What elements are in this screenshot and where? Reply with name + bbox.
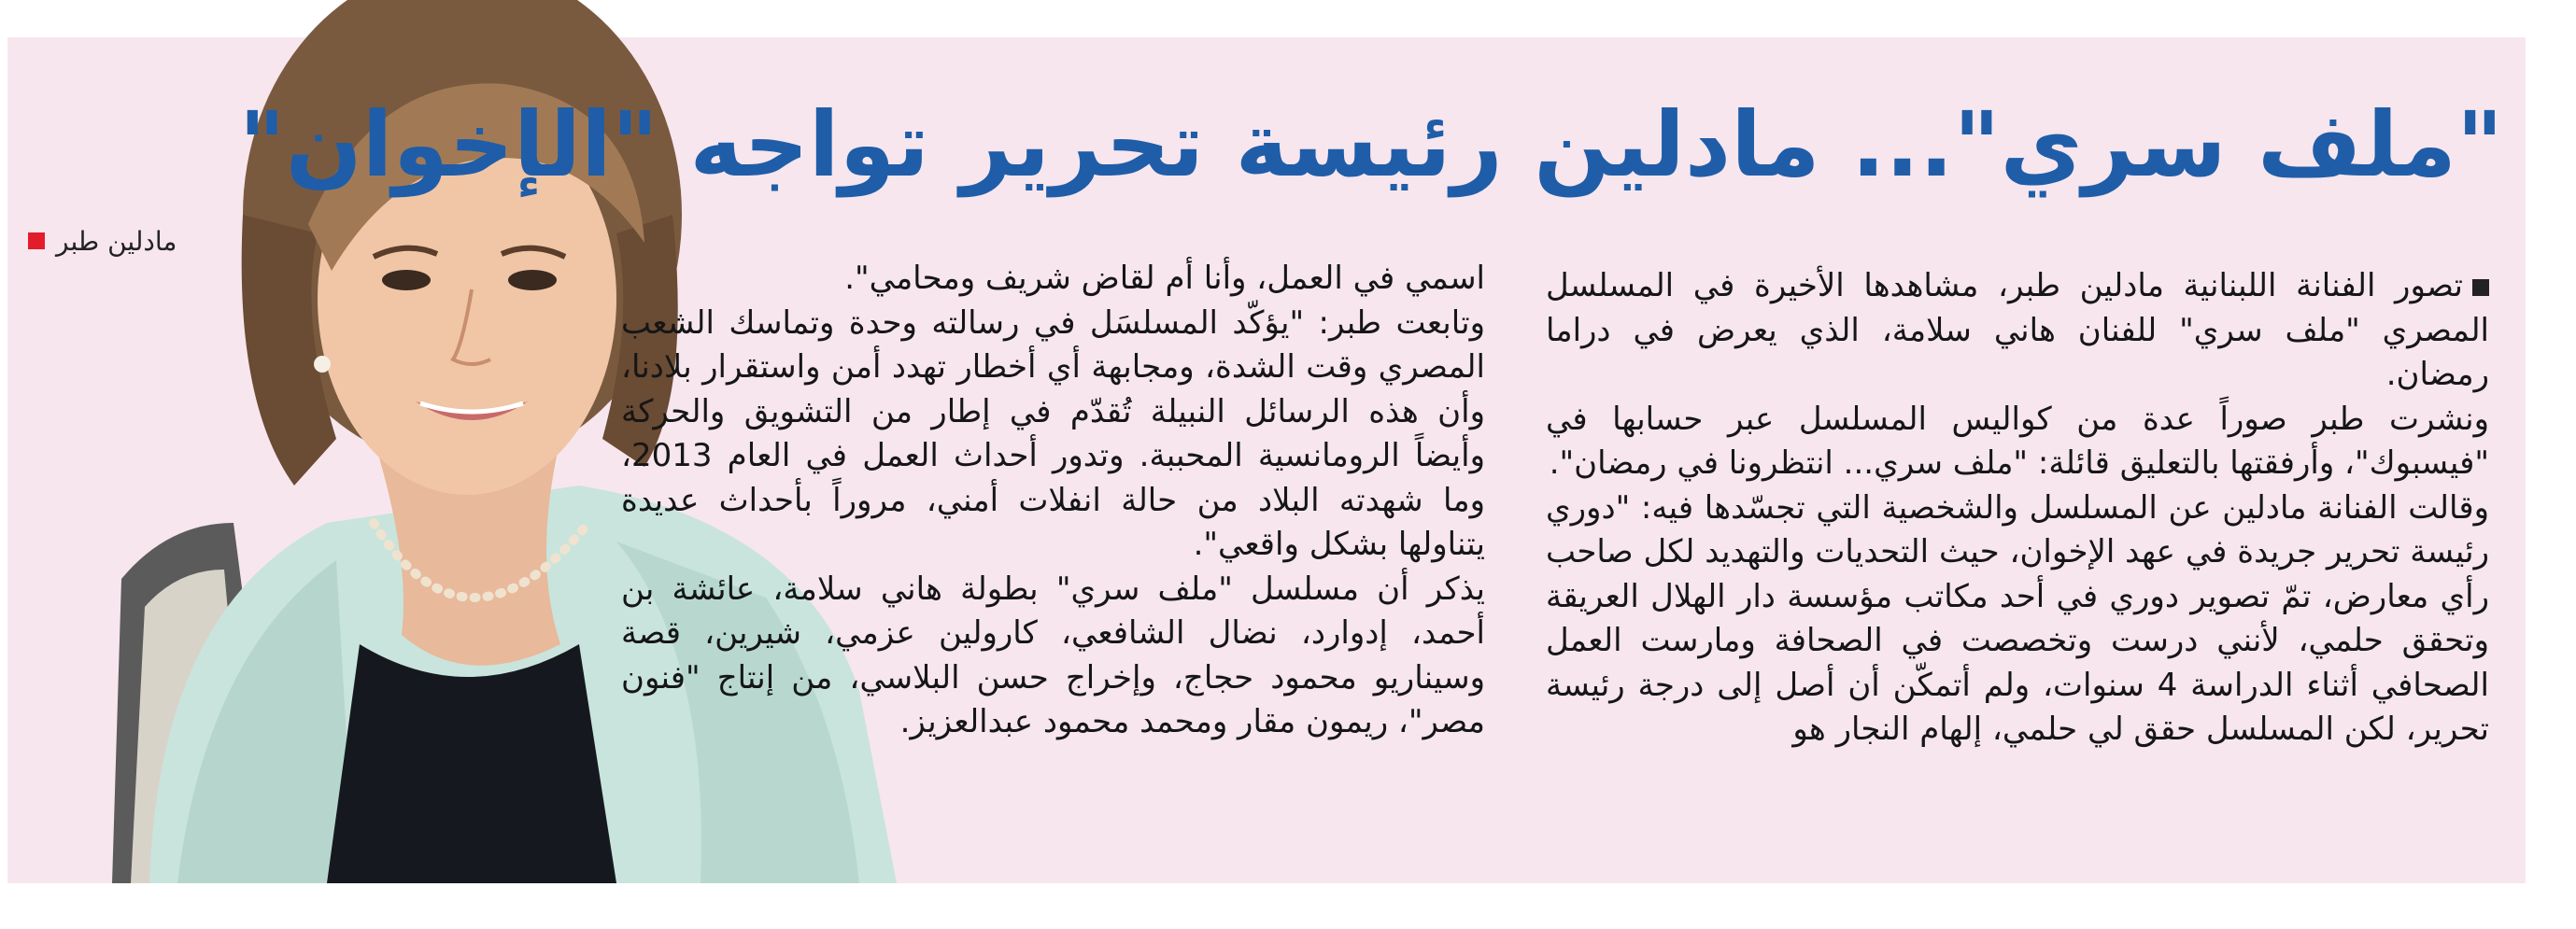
paragraph <box>1546 264 2489 398</box>
article-headline: "ملف سري"... مادلين رئيسة تحرير تواجه "الإخوان" <box>238 92 2503 197</box>
paragraph: وتابعت طبر: "يؤكّد المسلسَل في رسالته وحدة وتماسك الشعب المصري وقت الشدة، ومجابهة أي أخطار تهدد أمن واستقرار بلادنا، وأن هذه الرسائل النبيلة تُقدّم في إطار من التشويق والحركة وأيضاً الرومانسية المحببة. وتدور أحداث العمل في العام 2013، وما شهدته البلاد من حالة انفلات أمني، مروراً بأحداث عديدة يتناولها بشكل واقعي". <box>621 303 1485 563</box>
paragraph: ونشرت طبر صوراً عدة من كواليس المسلسل عبر حسابها في "فيسبوك"، وأرفقتها بالتعليق قائلة: "ملف سري... انتظرونا في رمضان". <box>1546 400 2489 482</box>
photo-caption <box>28 222 234 260</box>
article-column-left <box>621 257 1485 864</box>
paragraph: يذكر أن مسلسل "ملف سري" بطولة هاني سلامة، عائشة بن أحمد، إدوارد، نضال الشافعي، كارولين عزمي، شيرين، قصة وسيناريو محمود حجاج، وإخراج حسن البلاسي، من إنتاج "فنون مصر"، ريمون مقار ومحمد محمود عبدالعزيز. <box>621 570 1485 740</box>
caption-square-icon <box>28 232 45 249</box>
bullet-square-icon <box>2472 279 2489 296</box>
paragraph: اسمي في العمل، وأنا أم لقاض شريف ومحامي". <box>844 260 1485 297</box>
paragraph: وقالت الفنانة مادلين عن المسلسل والشخصية التي تجسّدها فيه: "دوري رئيسة تحرير جريدة في عهد الإخوان، حيث التحديات والتهديد لكل صاحب رأي معارض، تمّ تصوير دوري في أحد مكاتب مؤسسة دار الهلال العريقة وتحقق حلمي، لأنني درست وتخصصت في الصحافة ومارست العمل الصحافي أثناء الدراسة 4 سنوات، ولم أتمكّن أن أصل إلى درجة رئيسة تحرير، لكن المسلسل حقق لي حلمي، إلهام النجار هو <box>1546 488 2489 748</box>
caption-text: مادلين طبر <box>56 225 177 257</box>
paragraph-text: تصور الفنانة اللبنانية مادلين طبر، مشاهدها الأخيرة في المسلسل المصري "ملف سري" للفنان هاني سلامة، الذي يعرض في دراما رمضان. <box>1546 267 2489 393</box>
article-column-right <box>1546 264 2489 862</box>
